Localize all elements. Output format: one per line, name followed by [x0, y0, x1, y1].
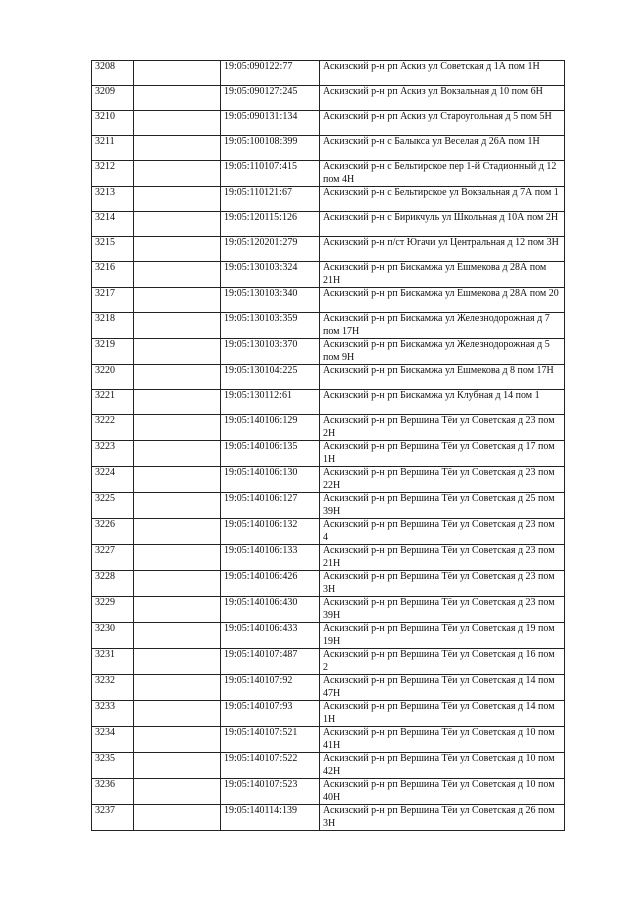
address-cell: Аскизский р-н рп Вершина Тёи ул Советская д 26 пом 3Н — [320, 805, 565, 831]
empty-cell — [134, 727, 221, 753]
cadastral-number-cell: 19:05:130103:324 — [221, 262, 320, 288]
row-number-cell: 3236 — [92, 779, 134, 805]
empty-cell — [134, 212, 221, 237]
table-row — [92, 262, 565, 288]
table-row — [92, 623, 565, 649]
empty-cell — [134, 675, 221, 701]
row-number-cell: 3229 — [92, 597, 134, 623]
row-number-cell: 3214 — [92, 212, 134, 237]
cadastral-number-cell: 19:05:090122:77 — [221, 61, 320, 86]
table-row — [92, 779, 565, 805]
empty-cell — [134, 571, 221, 597]
table-body — [92, 61, 565, 831]
table-row — [92, 571, 565, 597]
empty-cell — [134, 649, 221, 675]
address-cell: Аскизский р-н с Бельтирское пер 1-й Стадионный д 12 пом 4Н — [320, 161, 565, 187]
table-row — [92, 597, 565, 623]
empty-cell — [134, 313, 221, 339]
address-cell: Аскизский р-н рп Вершина Тёи ул Советская д 17 пом 1Н — [320, 441, 565, 467]
empty-cell — [134, 753, 221, 779]
empty-cell — [134, 136, 221, 161]
row-number-cell: 3224 — [92, 467, 134, 493]
row-number-cell: 3232 — [92, 675, 134, 701]
row-number-cell: 3223 — [92, 441, 134, 467]
empty-cell — [134, 779, 221, 805]
cadastral-number-cell: 19:05:140106:433 — [221, 623, 320, 649]
property-register-table — [91, 60, 565, 831]
row-number-cell: 3233 — [92, 701, 134, 727]
empty-cell — [134, 623, 221, 649]
table-row — [92, 313, 565, 339]
address-cell: Аскизский р-н рп Бискамжа ул Ешмекова д 28А пом 21Н — [320, 262, 565, 288]
cadastral-number-cell: 19:05:130103:359 — [221, 313, 320, 339]
table-row — [92, 441, 565, 467]
row-number-cell: 3213 — [92, 187, 134, 212]
row-number-cell: 3210 — [92, 111, 134, 136]
cadastral-number-cell: 19:05:140107:523 — [221, 779, 320, 805]
address-cell: Аскизский р-н рп Вершина Тёи ул Советская д 19 пом 19Н — [320, 623, 565, 649]
address-cell: Аскизский р-н рп Вершина Тёи ул Советская д 14 пом 1Н — [320, 701, 565, 727]
row-number-cell: 3237 — [92, 805, 134, 831]
empty-cell — [134, 545, 221, 571]
cadastral-number-cell: 19:05:090131:134 — [221, 111, 320, 136]
row-number-cell: 3234 — [92, 727, 134, 753]
address-cell: Аскизский р-н рп Вершина Тёи ул Советская д 23 пом 22Н — [320, 467, 565, 493]
row-number-cell: 3211 — [92, 136, 134, 161]
cadastral-number-cell: 19:05:140106:426 — [221, 571, 320, 597]
table-row — [92, 212, 565, 237]
table-row — [92, 365, 565, 390]
empty-cell — [134, 86, 221, 111]
row-number-cell: 3230 — [92, 623, 134, 649]
address-cell: Аскизский р-н рп Вершина Тёи ул Советская д 23 пом 3Н — [320, 571, 565, 597]
cadastral-number-cell: 19:05:110121:67 — [221, 187, 320, 212]
row-number-cell: 3209 — [92, 86, 134, 111]
address-cell: Аскизский р-н рп Вершина Тёи ул Советская д 23 пом 39Н — [320, 597, 565, 623]
empty-cell — [134, 61, 221, 86]
row-number-cell: 3221 — [92, 390, 134, 415]
address-cell: Аскизский р-н рп Вершина Тёи ул Советская д 25 пом 39Н — [320, 493, 565, 519]
address-cell: Аскизский р-н рп Вершина Тёи ул Советская д 23 пом 4 — [320, 519, 565, 545]
empty-cell — [134, 519, 221, 545]
empty-cell — [134, 187, 221, 212]
cadastral-number-cell: 19:05:140106:133 — [221, 545, 320, 571]
address-cell: Аскизский р-н рп Вершина Тёи ул Советская д 10 пом 42Н — [320, 753, 565, 779]
row-number-cell: 3212 — [92, 161, 134, 187]
cadastral-number-cell: 19:05:130103:370 — [221, 339, 320, 365]
table-row — [92, 493, 565, 519]
cadastral-number-cell: 19:05:140107:521 — [221, 727, 320, 753]
row-number-cell: 3228 — [92, 571, 134, 597]
address-cell: Аскизский р-н с Бельтирское ул Вокзальная д 7А пом 1 — [320, 187, 565, 212]
address-cell: Аскизский р-н рп Бискамжа ул Ешмекова д 28А пом 20 — [320, 288, 565, 313]
address-cell: Аскизский р-н рп Вершина Тёи ул Советская д 23 пом 2Н — [320, 415, 565, 441]
row-number-cell: 3235 — [92, 753, 134, 779]
empty-cell — [134, 441, 221, 467]
address-cell: Аскизский р-н рп Аскиз ул Советская д 1А пом 1Н — [320, 61, 565, 86]
table-row — [92, 61, 565, 86]
empty-cell — [134, 237, 221, 262]
cadastral-number-cell: 19:05:140107:522 — [221, 753, 320, 779]
cadastral-number-cell: 19:05:140107:92 — [221, 675, 320, 701]
table-row — [92, 415, 565, 441]
cadastral-number-cell: 19:05:120201:279 — [221, 237, 320, 262]
empty-cell — [134, 390, 221, 415]
table-row — [92, 339, 565, 365]
cadastral-number-cell: 19:05:140107:487 — [221, 649, 320, 675]
address-cell: Аскизский р-н рп Вершина Тёи ул Советская д 14 пом 47Н — [320, 675, 565, 701]
table-row — [92, 390, 565, 415]
address-cell: Аскизский р-н рп Бискамжа ул Железнодорожная д 7 пом 17Н — [320, 313, 565, 339]
address-cell: Аскизский р-н рп Аскиз ул Староугольная д 5 пом 5Н — [320, 111, 565, 136]
row-number-cell: 3220 — [92, 365, 134, 390]
table-row — [92, 545, 565, 571]
empty-cell — [134, 339, 221, 365]
table-row — [92, 288, 565, 313]
empty-cell — [134, 262, 221, 288]
empty-cell — [134, 467, 221, 493]
table-row — [92, 519, 565, 545]
address-cell: Аскизский р-н рп Бискамжа ул Железнодорожная д 5 пом 9Н — [320, 339, 565, 365]
empty-cell — [134, 161, 221, 187]
address-cell: Аскизский р-н с Бирикчуль ул Школьная д 10А пом 2Н — [320, 212, 565, 237]
table-row — [92, 136, 565, 161]
address-cell: Аскизский р-н рп Вершина Тёи ул Советская д 23 пом 21Н — [320, 545, 565, 571]
empty-cell — [134, 493, 221, 519]
table-row — [92, 753, 565, 779]
row-number-cell: 3225 — [92, 493, 134, 519]
address-cell: Аскизский р-н рп Бискамжа ул Клубная д 14 пом 1 — [320, 390, 565, 415]
row-number-cell: 3227 — [92, 545, 134, 571]
cadastral-number-cell: 19:05:140106:132 — [221, 519, 320, 545]
table-row — [92, 86, 565, 111]
address-cell: Аскизский р-н рп Вершина Тёи ул Советская д 10 пом 41Н — [320, 727, 565, 753]
empty-cell — [134, 365, 221, 390]
table-row — [92, 649, 565, 675]
row-number-cell: 3219 — [92, 339, 134, 365]
address-cell: Аскизский р-н рп Аскиз ул Вокзальная д 10 пом 6Н — [320, 86, 565, 111]
row-number-cell: 3218 — [92, 313, 134, 339]
address-cell: Аскизский р-н рп Бискамжа ул Ешмекова д 8 пом 17Н — [320, 365, 565, 390]
table-row — [92, 187, 565, 212]
row-number-cell: 3226 — [92, 519, 134, 545]
cadastral-number-cell: 19:05:140114:139 — [221, 805, 320, 831]
empty-cell — [134, 701, 221, 727]
cadastral-number-cell: 19:05:140106:129 — [221, 415, 320, 441]
cadastral-number-cell: 19:05:130103:340 — [221, 288, 320, 313]
table-row — [92, 237, 565, 262]
table-row — [92, 161, 565, 187]
table-row — [92, 805, 565, 831]
table-row — [92, 467, 565, 493]
cadastral-number-cell: 19:05:110107:415 — [221, 161, 320, 187]
table-row — [92, 727, 565, 753]
cadastral-number-cell: 19:05:130112:61 — [221, 390, 320, 415]
address-cell: Аскизский р-н рп Вершина Тёи ул Советская д 16 пом 2 — [320, 649, 565, 675]
row-number-cell: 3222 — [92, 415, 134, 441]
cadastral-number-cell: 19:05:140106:130 — [221, 467, 320, 493]
empty-cell — [134, 597, 221, 623]
empty-cell — [134, 111, 221, 136]
row-number-cell: 3215 — [92, 237, 134, 262]
row-number-cell: 3217 — [92, 288, 134, 313]
cadastral-number-cell: 19:05:100108:399 — [221, 136, 320, 161]
empty-cell — [134, 805, 221, 831]
empty-cell — [134, 415, 221, 441]
address-cell: Аскизский р-н с Балыкса ул Веселая д 26А пом 1Н — [320, 136, 565, 161]
table-row — [92, 675, 565, 701]
cadastral-number-cell: 19:05:140106:127 — [221, 493, 320, 519]
row-number-cell: 3216 — [92, 262, 134, 288]
empty-cell — [134, 288, 221, 313]
cadastral-number-cell: 19:05:140106:430 — [221, 597, 320, 623]
cadastral-number-cell: 19:05:090127:245 — [221, 86, 320, 111]
cadastral-number-cell: 19:05:120115:126 — [221, 212, 320, 237]
cadastral-number-cell: 19:05:140106:135 — [221, 441, 320, 467]
cadastral-number-cell: 19:05:140107:93 — [221, 701, 320, 727]
table-row — [92, 701, 565, 727]
row-number-cell: 3231 — [92, 649, 134, 675]
row-number-cell: 3208 — [92, 61, 134, 86]
address-cell: Аскизский р-н рп Вершина Тёи ул Советская д 10 пом 40Н — [320, 779, 565, 805]
cadastral-number-cell: 19:05:130104:225 — [221, 365, 320, 390]
address-cell: Аскизский р-н п/ст Югачи ул Центральная д 12 пом 3Н — [320, 237, 565, 262]
table-row — [92, 111, 565, 136]
